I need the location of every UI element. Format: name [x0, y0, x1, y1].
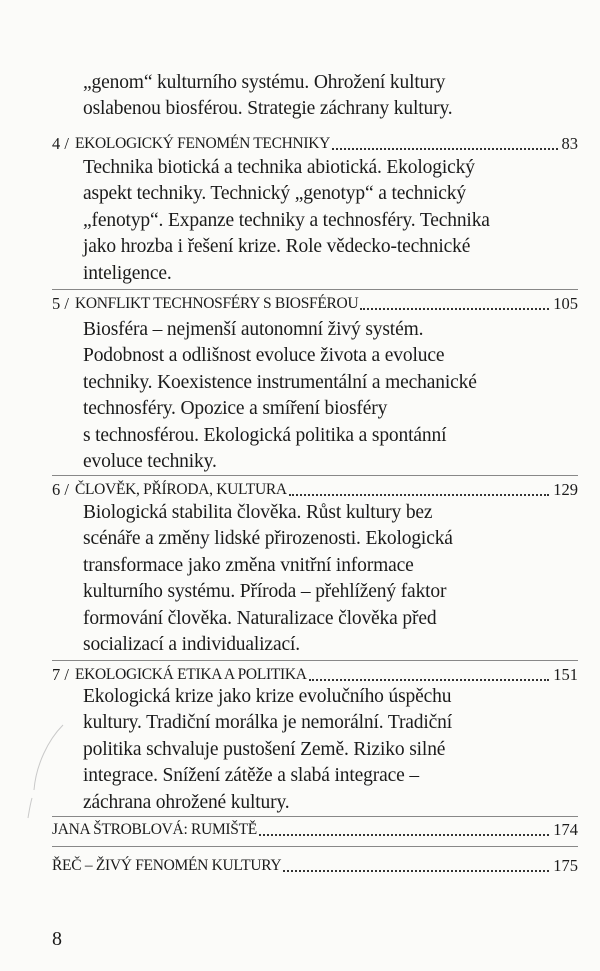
toc-entry-chapter-6[interactable]: [52, 476, 578, 500]
page-number: 83: [561, 134, 578, 153]
description-line: Technika biotická a technika abiotická. Ekologický: [83, 157, 475, 178]
description-line: inteligence.: [83, 262, 172, 284]
page-folio: 8: [52, 928, 62, 950]
chapter-4-description: [83, 155, 553, 287]
toc-entry-appendix-2[interactable]: [52, 852, 578, 876]
description-line: oslabenou biosférou. Strategie záchrany kultury.: [83, 98, 453, 120]
chapter-number: 7 /: [52, 665, 69, 684]
description-line: formování člověka. Naturalizace člověka před: [83, 607, 437, 629]
entry-title: JANA ŠTROBLOVÁ: RUMIŠTĚ: [52, 821, 257, 838]
dot-leader: [332, 138, 557, 150]
description-line: jako hrozba i řešení krize. Role vědecko-technické: [83, 236, 471, 258]
description-line: integrace. Snížení zátěže a slabá integrace –: [83, 765, 419, 787]
description-line: s technosférou. Ekologická politika a spontánní: [83, 424, 447, 446]
toc-entry-chapter-7[interactable]: [52, 661, 578, 685]
description-line: transformace jako změna vnitřní informace: [83, 554, 414, 576]
description-line: technosféry. Opozice a smíření biosféry: [83, 398, 388, 420]
description-line: politika schvaluje pustošení Země. Riziko silné: [83, 738, 446, 760]
dot-leader: [309, 669, 550, 681]
dot-leader: [289, 484, 549, 496]
description-line: záchrana ohrožené kultury.: [83, 791, 290, 813]
chapter-3-description: [83, 70, 553, 123]
entry-title: ŘEČ – ŽIVÝ FENOMÉN KULTURY: [52, 857, 282, 874]
chapter-title: EKOLOGICKÝ FENOMÉN TECHNIKY: [74, 135, 331, 152]
section-divider: [52, 846, 578, 847]
chapter-number: 4 /: [52, 134, 69, 153]
chapter-number: 6 /: [52, 480, 69, 499]
description-line: kulturního systému. Příroda – přehlížený faktor: [83, 581, 447, 603]
description-line: Biosféra – nejmenší autonomní živý systém.: [83, 319, 424, 340]
dot-leader: [360, 298, 549, 310]
chapter-5-description: [83, 317, 553, 475]
dot-leader: [259, 824, 549, 836]
chapter-title: KONFLIKT TECHNOSFÉRY S BIOSFÉROU: [74, 295, 359, 312]
chapter-6-description: [83, 500, 553, 658]
chapter-7-description: [83, 684, 553, 816]
description-line: techniky. Koexistence instrumentální a mechanické: [83, 371, 477, 393]
description-line: socializací a individualizací.: [83, 634, 300, 656]
page-number: 129: [553, 480, 578, 499]
description-line: „genom“ kulturního systému. Ohrožení kultury: [83, 72, 446, 93]
page-number: 175: [553, 856, 578, 875]
chapter-title: EKOLOGICKÁ ETIKA A POLITIKA: [74, 666, 307, 683]
toc-entry-chapter-4[interactable]: [52, 130, 578, 154]
toc-entry-chapter-5[interactable]: [52, 290, 578, 314]
description-line: scénáře a změny lidské přirozenosti. Ekologická: [83, 528, 453, 550]
pencil-mark-icon: [18, 720, 78, 820]
page-number: 151: [553, 665, 578, 684]
chapter-title: ČLOVĚK, PŘÍRODA, KULTURA: [74, 481, 287, 498]
description-line: Biologická stabilita člověka. Růst kultury bez: [83, 502, 433, 523]
description-line: „fenotyp“. Expanze techniky a technosféry. Technika: [83, 209, 490, 231]
dot-leader: [283, 860, 549, 872]
description-line: aspekt techniky. Technický „genotyp“ a technický: [83, 183, 466, 205]
description-line: Ekologická krize jako krize evolučního úspěchu: [83, 686, 452, 707]
description-line: kultury. Tradiční morálka je nemorální. Tradiční: [83, 712, 453, 734]
description-line: evoluce techniky.: [83, 451, 217, 473]
chapter-number: 5 /: [52, 294, 69, 313]
page-number: 105: [553, 294, 578, 313]
toc-entry-appendix-1[interactable]: [52, 816, 578, 840]
page-number: 174: [553, 820, 578, 839]
description-line: Podobnost a odlišnost evoluce života a evoluce: [83, 345, 445, 367]
